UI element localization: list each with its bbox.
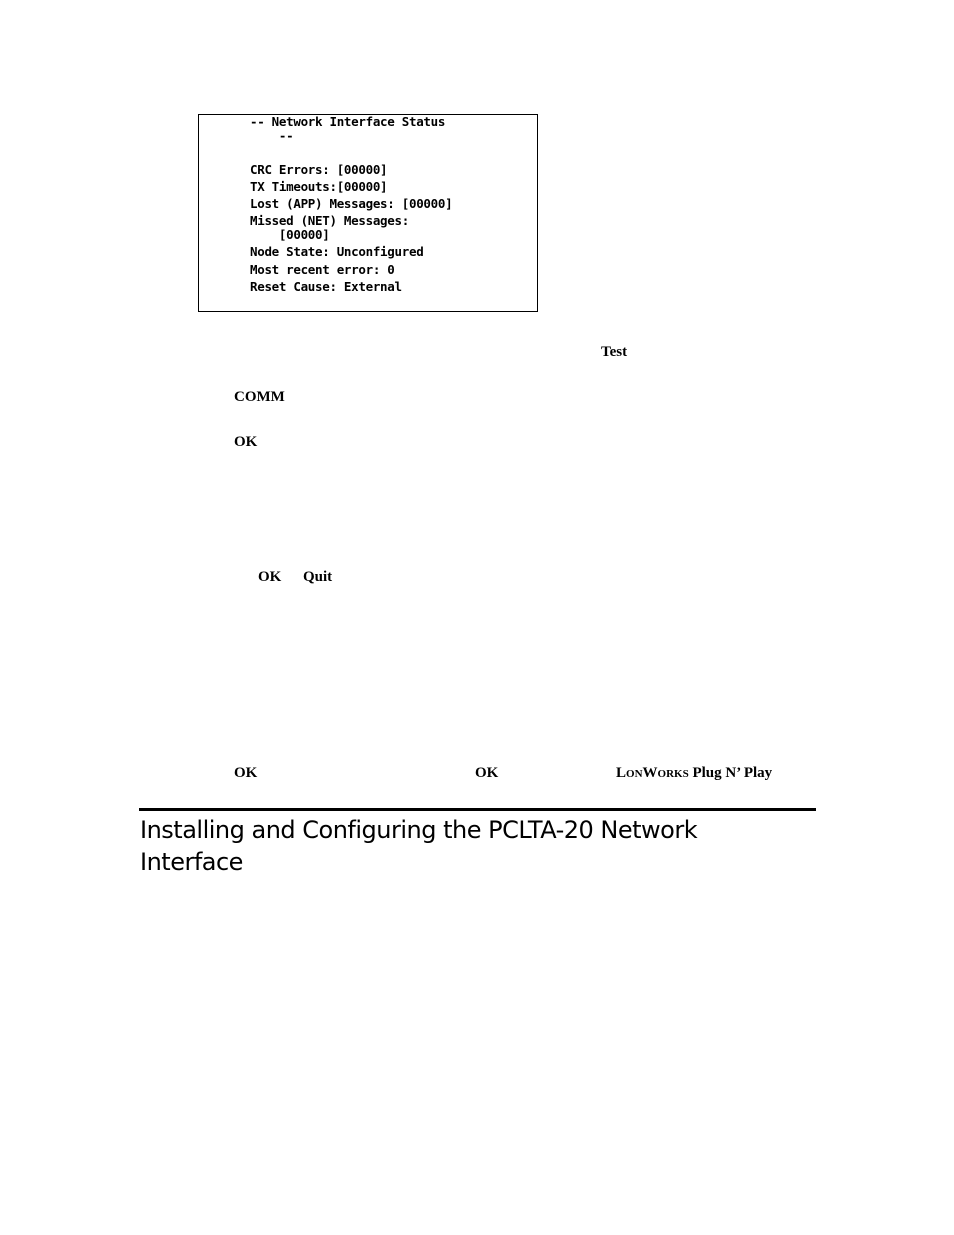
network-interface-status-screen [198,114,538,312]
console-title: -- Network Interface Status [250,114,446,129]
lost-app-messages-line: Lost (APP) Messages: [00000] [250,196,453,211]
most-recent-error-line: Most recent error: 0 [250,262,395,277]
lonworks-plug-n-play-keyword [616,764,772,783]
section-divider [139,808,816,811]
plug-n-play: Plug N’ Play [688,765,773,781]
crc-errors-line: CRC Errors: [00000] [250,162,388,177]
lonworks-on: ON [626,768,643,780]
reset-cause-line: Reset Cause: External [250,279,402,294]
lonworks-l: L [616,765,627,781]
ok-keyword: OK [475,765,499,781]
ok-keyword: OK [258,569,282,585]
missed-net-messages-value: [00000] [250,227,330,242]
comm-keyword: COMM [234,389,285,405]
quit-keyword: Quit [303,569,333,585]
tx-timeouts-line: TX Timeouts:[00000] [250,179,388,194]
lonworks-w: W [642,765,658,781]
ok-keyword: OK [234,765,258,781]
section-heading: Installing and Configuring the PCLTA-20 Network Interface [140,816,698,876]
ok-keyword: OK [234,434,258,450]
missed-net-messages-line: Missed (NET) Messages: [250,213,409,228]
console-title-continued: -- [250,128,294,143]
node-state-line: Node State: Unconfigured [250,244,424,259]
test-keyword: Test [601,344,628,360]
lonworks-orks: ORKS [657,768,689,780]
